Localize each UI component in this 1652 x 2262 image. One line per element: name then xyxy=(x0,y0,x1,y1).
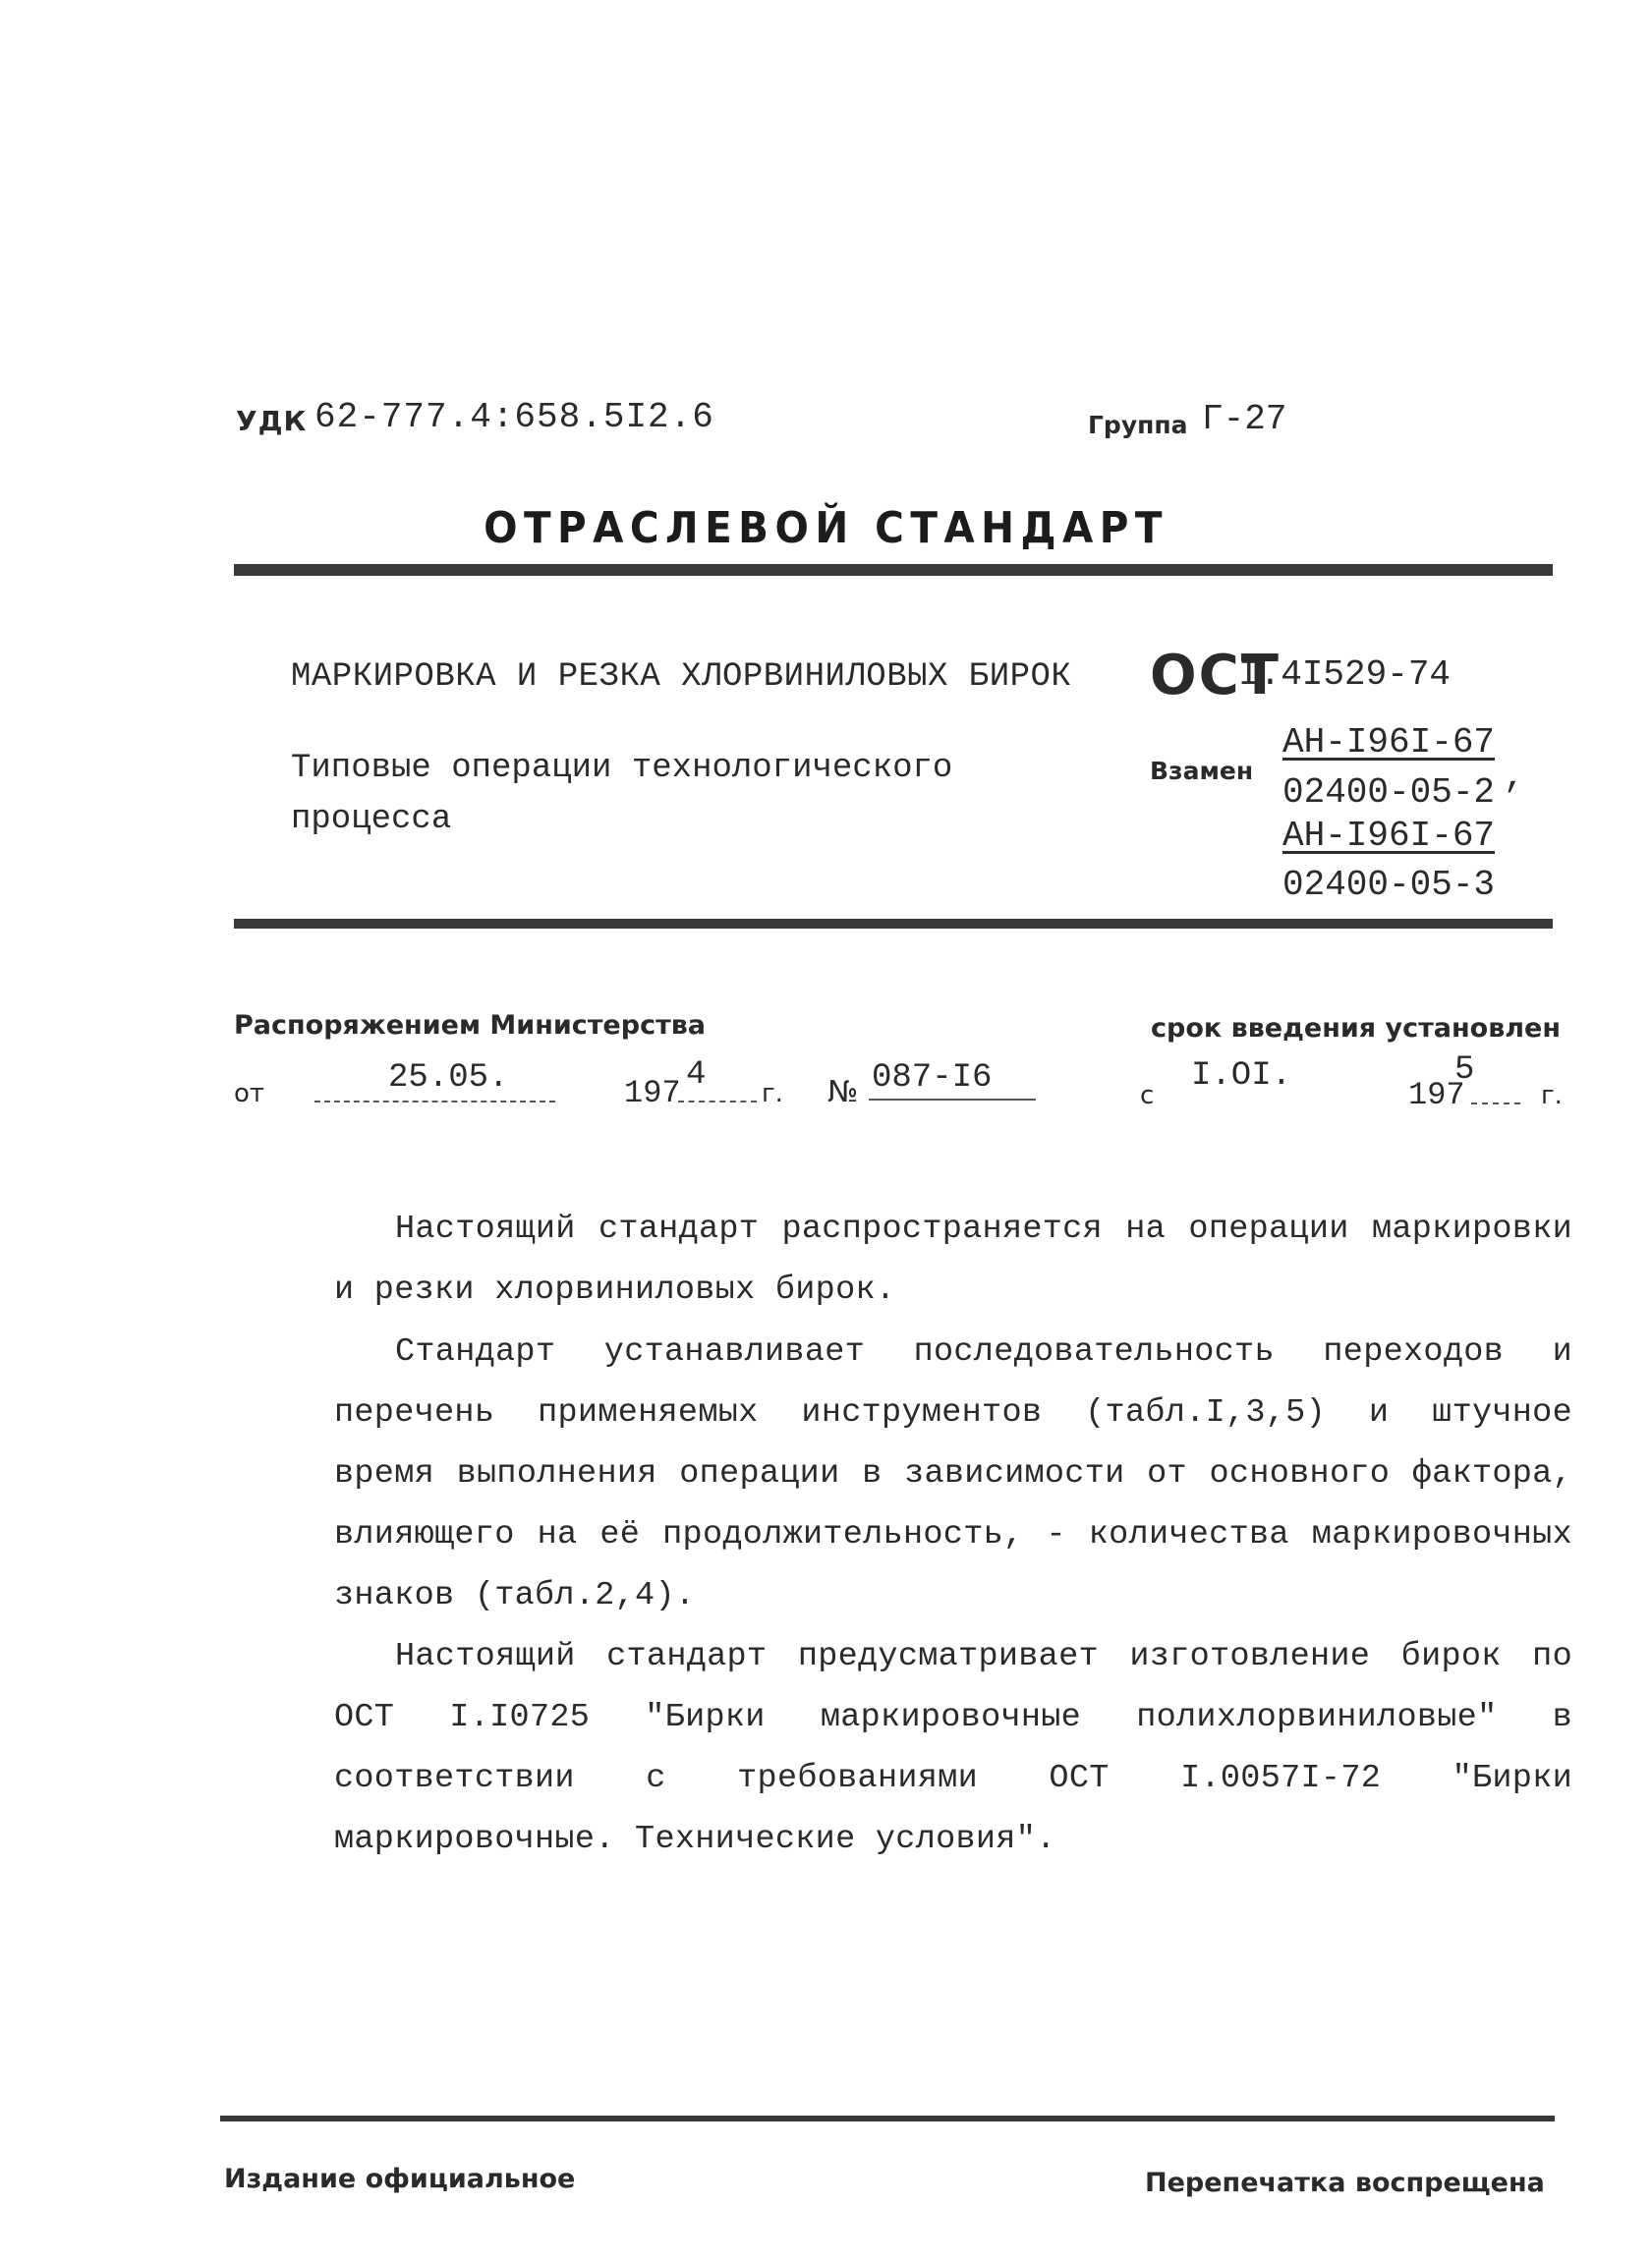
replaced-standard-1-denominator: 02400-05-2 xyxy=(1282,772,1496,813)
official-edition-label: Издание официальное xyxy=(224,2164,576,2194)
page-title: ОТРАСЛЕВОЙ СТАНДАРТ xyxy=(484,503,1168,553)
body-paragraph-2 xyxy=(334,1322,1572,1626)
replaced-standard-1-numerator: АН-I96I-67 xyxy=(1282,722,1496,763)
order-number: 087-I6 xyxy=(872,1059,993,1097)
introduction-year-suffix: г. xyxy=(1541,1081,1563,1110)
group-label: Группа xyxy=(1088,411,1188,439)
ost-label: ОСТ xyxy=(1150,644,1281,707)
order-year-digit: 4 xyxy=(686,1056,707,1094)
introduction-date: I.OI. xyxy=(1191,1057,1292,1095)
order-date-line xyxy=(314,1101,555,1103)
document-title: МАРКИРОВКА И РЕЗКА ХЛОРВИНИЛОВЫХ БИРОК xyxy=(291,658,1072,696)
body-paragraph-3 xyxy=(334,1626,1572,1870)
paragraph-text: Настоящий стандарт распространяется на операции маркировки и резки хлорвиниловых бирок. xyxy=(334,1211,1572,1309)
replaced-standard-2-denominator: 02400-05-3 xyxy=(1282,865,1496,905)
introduction-year-line xyxy=(1471,1103,1520,1104)
introduction-label: срок введения установлен xyxy=(1151,1013,1562,1044)
introduction-from-label: с xyxy=(1140,1081,1155,1110)
order-number-line xyxy=(869,1099,1036,1101)
replaced-standard-2-numerator: АН-I96I-67 xyxy=(1282,816,1496,856)
introduction-year-digit: 5 xyxy=(1454,1051,1475,1089)
reprint-prohibited-label: Перепечатка воспрещена xyxy=(1145,2168,1545,2198)
paragraph-text: Настоящий стандарт предусматривает изготовление бирок по ОСТ I.I0725 "Бирки маркировочные полихлорвиниловые" в соответствии с требованиями ОСТ I.0057I-72 "Бирки маркировочные. Технические условия". xyxy=(334,1638,1572,1858)
ost-number: I.4I529-74 xyxy=(1238,654,1452,695)
order-number-label: № xyxy=(827,1075,859,1109)
title-divider xyxy=(234,564,1553,576)
replaces-label: Взамен xyxy=(1150,757,1254,785)
order-from-label: от xyxy=(234,1079,265,1108)
document-subtitle: Типовые операции технологического процесса xyxy=(291,750,953,838)
replaced-separator: , xyxy=(1504,757,1525,797)
order-year-line xyxy=(678,1101,757,1103)
body-paragraph-1 xyxy=(334,1199,1572,1321)
udk-value: 62-777.4:658.5I2.6 xyxy=(314,397,714,437)
paragraph-text: Стандарт устанавливает последовательность переходов и перечень применяемых инструментов (табл.I,3,5) и штучное время выполнения операции в зависимости от основного фактора, влияющего на её продолжительность, - количества маркировочных знаков (табл.2,4). xyxy=(334,1333,1572,1614)
footer-divider xyxy=(220,2116,1555,2121)
introduction-year-prefix: 197 xyxy=(1408,1077,1465,1113)
header-divider xyxy=(234,919,1553,929)
group-value: Г-27 xyxy=(1202,399,1287,439)
order-year-suffix: г. xyxy=(762,1079,783,1108)
order-year-prefix: 197 xyxy=(624,1075,681,1111)
order-label: Распоряжением Министерства xyxy=(234,1010,707,1041)
udk-label: УДК xyxy=(236,405,308,437)
order-date: 25.05. xyxy=(388,1059,509,1097)
